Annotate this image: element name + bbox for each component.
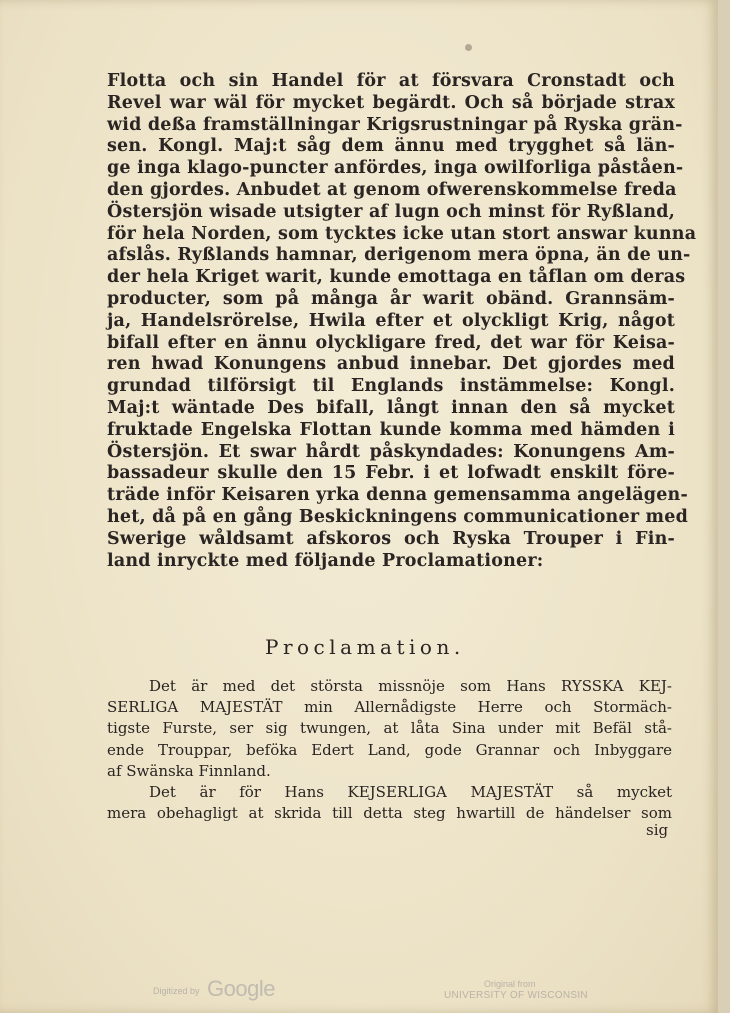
text-line: producter, som på många år warit obänd. Grannsäm- xyxy=(107,288,675,309)
text-line: för hela Norden, som tycktes icke utan stort answar kunna xyxy=(107,223,697,244)
proclamation-line: ende Trouppar, beföka Edert Land, gode Grannar och Inbyggare xyxy=(107,740,672,759)
proclamation-line: SERLIGA MAJESTÄT min Allernådigste Herre och Stormäch- xyxy=(107,698,672,717)
proclamation-text xyxy=(107,676,672,824)
text-line: Maj:t wäntade Des bifall, långt innan den så mycket xyxy=(107,397,675,418)
text-line: sen. Kongl. Maj:t såg dem ännu med trygghet så län- xyxy=(107,136,675,157)
proclamation-line: af Swänska Finnland. xyxy=(107,761,271,780)
text-line: ja, Handelsrörelse, Hwila efter et olyckligt Krig, något xyxy=(107,310,675,331)
text-line: afslås. Ryßlands hamnar, derigenom mera öpna, än de un- xyxy=(107,245,691,266)
text-line: Swerige wåldsamt afskoros och Ryska Trouper i Fin- xyxy=(107,528,675,549)
text-line: träde inför Keisaren yrka denna gemensamma angelägen- xyxy=(107,485,688,506)
page-edge xyxy=(718,0,730,1013)
proclamation-heading: Proclamation. xyxy=(265,635,465,659)
proclamation-line: mera obehagligt at skrida till detta steg hwartill de händelser som xyxy=(107,804,672,823)
text-line: den gjordes. Anbudet at genom ofwerenskommelse freda xyxy=(107,179,677,200)
text-line: ge inga klago-puncter anfördes, inga owilforliga påståen- xyxy=(107,158,684,179)
text-line: land inryckte med följande Proclamationer: xyxy=(107,550,544,571)
text-line: Revel war wäl för mycket begärdt. Och så började strax xyxy=(107,92,675,113)
text-line: bassadeur skulle den 15 Febr. i et lofwadt enskilt före- xyxy=(107,463,675,484)
proclamation-line: Det är för Hans KEJSERLIGA MAJESTÄT så mycket xyxy=(149,782,672,801)
original-from-label: Original from xyxy=(484,979,536,989)
ornament-dot xyxy=(465,44,472,51)
text-line: grundad tilförsigt til Englands instämmelse: Kongl. xyxy=(107,376,675,397)
text-line: Östersjön wisade utsigter af lugn och minst för Ryßland, xyxy=(107,201,675,222)
text-line: bifall efter en ännu olyckligare fred, det war för Keisa- xyxy=(107,332,675,353)
text-line: der hela Kriget warit, kunde emottaga en tåflan om deras xyxy=(107,267,686,288)
proclamation-line: tigste Furste, ser sig twungen, at låta Sina under mit Befäl stå- xyxy=(107,719,672,738)
proclamation-line: Det är med det största missnöje som Hans RYSSKA KEJ- xyxy=(149,677,672,695)
text-line: Flotta och sin Handel för at försvara Cronstadt och xyxy=(107,71,675,91)
text-line: fruktade Engelska Flottan kunde komma med hämden i xyxy=(107,419,675,440)
body-paragraph xyxy=(107,71,697,572)
google-logo: Google xyxy=(207,976,275,1001)
university-label: UNIVERSITY OF WISCONSIN xyxy=(444,990,588,1001)
catchword: sig xyxy=(646,821,669,839)
text-line: het, då på en gång Beskickningens communicationer med xyxy=(107,506,689,527)
text-line: wid deßa framställningar Krigsrustningar på Ryska grän- xyxy=(107,114,683,135)
digitized-by-label: Digitized by xyxy=(153,986,200,996)
text-line: Östersjön. Et swar hårdt påskyndades: Konungens Am- xyxy=(107,441,675,462)
text-line: ren hwad Konungens anbud innebar. Det gjordes med xyxy=(107,354,675,375)
